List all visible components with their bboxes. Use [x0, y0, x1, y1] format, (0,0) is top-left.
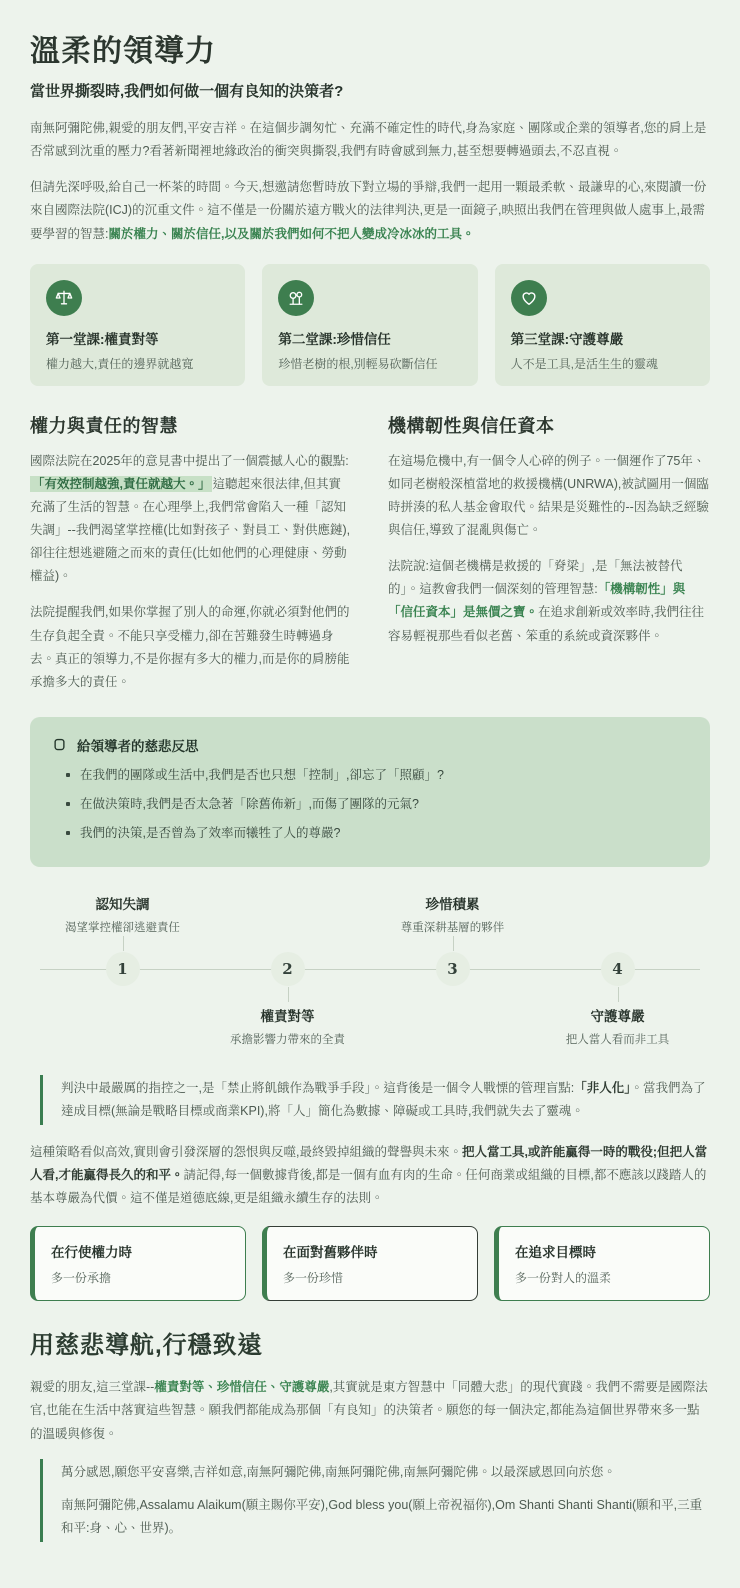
closing-text-rest: ,其實就是東方智慧中「同體大悲」的現代實踐。我們不需要是國際法官,也能在生活中落實這些智慧。願我們都能成為那個「有良知」的決策者。願您的每一個決定,都能為這個世界帶來多一點的溫暖與修復。 — [30, 1380, 708, 1441]
resilience-p2-text: 法院說:這個老機構是救援的「脊梁」,是「無法被替代的」。這教會我們一個深刻的管理智慧: — [388, 559, 683, 597]
timeline-connector — [123, 936, 124, 951]
reflection-box — [30, 717, 710, 867]
lesson-card-desc: 人不是工具,是活生生的靈魂 — [510, 356, 658, 371]
intro-accent-text: 關於權力、關於信任,以及關於我們如何不把人變成冷冰冰的工具。 — [108, 226, 475, 241]
timeline-desc: 尊重深耕基層的夥伴 — [400, 921, 505, 934]
timeline-number: 3 — [436, 952, 470, 986]
timeline-number: 4 — [601, 952, 635, 986]
timeline-item-1 — [40, 893, 205, 1045]
practice-card-title: 在追求目標時 — [515, 1245, 596, 1261]
dehumanize-bold-text: 把人當工具,或許能贏得一時的戰役;但把人當人看,才能贏得長久的和平。 — [30, 1144, 708, 1182]
resilience-paragraph-2 — [388, 555, 710, 648]
lesson-card-title: 第一堂課:權責對等 — [46, 331, 159, 347]
reflection-header — [52, 735, 688, 755]
reflection-bullet: 我們的決策,是否曾為了效率而犧牲了人的尊嚴? — [66, 823, 688, 844]
resilience-paragraph-1: 在這場危機中,有一個令人心碎的例子。一個運作了75年、如同老樹般深植當地的救援機構(UNRWA),被試圖用一個臨時拼湊的私人基金會取代。結果是災難性的--因為缺乏經驗與信任,導致了混亂與傷亡。 — [388, 453, 709, 537]
timeline-item-3 — [370, 893, 535, 1045]
blessing-line-2: 南無阿彌陀佛,Assalamu Alaikum(願主賜你平安),God bless you(願上帝祝福你),Om Shanti Shanti Shanti(願和平,三重和平:身、心、世界)。 — [61, 1497, 703, 1535]
timeline-number: 1 — [106, 952, 140, 986]
power-paragraph-2: 法院提醒我們,如果你掌握了別人的命運,你就必須對他們的生存負起全責。不能只享受權力,卻在苦難發生時轉過身去。真正的領導力,不是你握有多大的權力,而是你的肩膀能承擔多大的責任。 — [30, 605, 350, 689]
timeline-connector — [453, 936, 454, 951]
resilience-p2-rest: 在追求創新或效率時,我們往往容易輕視那些看似老舊、笨重的系統或資深夥伴。 — [388, 605, 704, 643]
blessing-quote — [40, 1459, 710, 1542]
page-subtitle: 當世界撕裂時,我們如何做一個有良知的決策者? — [30, 83, 344, 100]
dehumanize-text-rest: 請記得,每一個數據背後,都是一個有血有肉的生命。任何商業或組織的目標,都不應該以踐踏人的基本尊嚴為代價。這不僅是道德底線,更是組織永續生存的法則。 — [30, 1168, 707, 1206]
scales-icon — [46, 280, 82, 316]
quote-bold-term: 「非人化」 — [574, 1080, 631, 1095]
highlighted-quote: 「有效控制越強,責任就越大。」 — [32, 476, 211, 491]
timeline-item-4 — [535, 893, 700, 1045]
timeline-item-2 — [205, 893, 370, 1045]
blessing-line-1: 萬分感恩,願您平安喜樂,吉祥如意,南無阿彌陀佛,南無阿彌陀佛,南無阿彌陀佛。以最深感恩回向於您。 — [61, 1464, 616, 1479]
timeline-connector — [288, 987, 289, 1002]
bookmark-icon — [52, 737, 67, 752]
resilience-accent-text: 「機構韌性」與「信任資本」是無價之寶。 — [388, 582, 686, 620]
practice-card-title: 在行使權力時 — [51, 1245, 132, 1261]
lessons-timeline — [40, 893, 700, 1045]
timeline-number: 2 — [271, 952, 305, 986]
tree-icon — [278, 280, 314, 316]
resilience-heading: 機構韌性與信任資本 — [388, 415, 555, 436]
closing-heading: 用慈悲導航,行穩致遠 — [30, 1332, 263, 1360]
heart-icon — [511, 280, 547, 316]
dehumanize-paragraph — [30, 1141, 710, 1210]
reflection-bullet: 在做決策時,我們是否太急著「除舊佈新」,而傷了團隊的元氣? — [66, 794, 688, 815]
resilience-column — [388, 412, 710, 707]
power-paragraph-1 — [30, 450, 352, 589]
practice-card-title: 在面對舊夥伴時 — [283, 1245, 378, 1261]
lesson-card-3 — [495, 264, 710, 386]
power-p1-rest: 這聽起來很法律,但其實充滿了生活的智慧。在心理學上,我們常會陷入一種「認知失調」--我們渴望掌控權(比如對孩子、對員工、對供應鏈),卻往往想逃避隨之而來的責任(比如他們的心理健康、勞動權益)。 — [30, 476, 351, 584]
quote-text-rest: 。當我們為了達成目標(無論是戰略目標或商業KPI),將「人」簡化為數據、障礙或工具時,我們就失去了靈魂。 — [61, 1080, 706, 1118]
closing-text: 親愛的朋友,這三堂課-- — [30, 1380, 155, 1395]
quote-paragraph — [61, 1077, 710, 1123]
timeline-title: 守護尊嚴 — [590, 1008, 645, 1024]
timeline-label — [20, 893, 225, 935]
practice-card-2 — [262, 1226, 478, 1301]
timeline-label — [350, 893, 555, 935]
practice-card-desc: 多一份對人的溫柔 — [515, 1271, 612, 1286]
page-title: 溫柔的領導力 — [30, 35, 216, 68]
timeline-title: 認知失調 — [95, 896, 150, 912]
lesson-card-desc: 珍惜老樹的根,別輕易砍斷信任 — [278, 356, 438, 371]
verdict-quote — [40, 1075, 710, 1125]
lesson-card-desc: 權力越大,責任的邊界就越寬 — [46, 356, 194, 371]
practice-card-1 — [30, 1226, 246, 1301]
timeline-label — [515, 1005, 720, 1047]
practice-card-desc: 多一份珍惜 — [283, 1271, 344, 1286]
intro-paragraph-1: 南無阿彌陀佛,親愛的朋友們,平安吉祥。在這個步調匆忙、充滿不確定性的時代,身為家庭、團隊或企業的領導者,您的肩上是否常感到沈重的壓力?看著新聞裡地緣政治的衝突與撕裂,我們有時會感到無力,甚至想要轉過頭去,不忍直視。 — [30, 121, 707, 159]
closing-paragraph — [30, 1376, 710, 1445]
lesson-card-title: 第三堂課:守護尊嚴 — [510, 331, 624, 347]
power-heading: 權力與責任的智慧 — [30, 415, 178, 436]
intro-paragraph-2-text: 但請先深呼吸,給自己一杯茶的時間。今天,想邀請您暫時放下對立場的爭辯,我們一起用一顆最柔軟、最謙卑的心,來閱讀一份來自國際法院(ICJ)的沉重文件。這不僅是一份關於遠方戰火的法律判決,更是一面鏡子,映照出我們在管理與做人處事上,最需要學習的智慧: — [30, 180, 707, 241]
reflection-list — [52, 765, 688, 845]
timeline-connector — [618, 987, 619, 1002]
lesson-card-2 — [262, 264, 477, 386]
timeline-title: 珍惜積累 — [425, 896, 480, 912]
practice-card-desc: 多一份承擔 — [51, 1271, 112, 1286]
lesson-card-1 — [30, 264, 245, 386]
dehumanize-text: 這種策略看似高效,實則會引發深層的怨恨與反噬,最終毀掉組織的聲譽與未來。 — [30, 1144, 462, 1159]
quote-text: 判決中最嚴厲的指控之一,是「禁止將飢餓作為戰爭手段」。這背後是一個令人戰慄的管理盲點: — [61, 1080, 575, 1095]
lesson-cards — [30, 264, 710, 386]
closing-accent-text: 權責對等、珍惜信任、守護尊嚴 — [154, 1380, 330, 1395]
reflection-bullet: 在我們的團隊或生活中,我們是否也只想「控制」,卻忘了「照顧」? — [66, 765, 688, 786]
lesson-card-title: 第二堂課:珍惜信任 — [278, 331, 391, 347]
power-p1-text: 國際法院在2025年的意見書中提出了一個震撼人心的觀點: — [30, 453, 349, 468]
intro-paragraph-2 — [30, 176, 710, 245]
power-column — [30, 412, 352, 707]
practice-card-3 — [494, 1226, 710, 1301]
timeline-desc: 承擔影響力帶來的全責 — [230, 1033, 345, 1046]
two-column-section — [30, 412, 710, 707]
timeline-title: 權責對等 — [260, 1008, 315, 1024]
timeline-label — [185, 1005, 390, 1047]
reflection-title: 給領導者的慈悲反思 — [77, 738, 199, 754]
timeline-desc: 把人當人看而非工具 — [565, 1033, 670, 1046]
timeline-desc: 渴望掌控權卻逃避責任 — [65, 921, 180, 934]
practice-cards — [30, 1226, 710, 1301]
